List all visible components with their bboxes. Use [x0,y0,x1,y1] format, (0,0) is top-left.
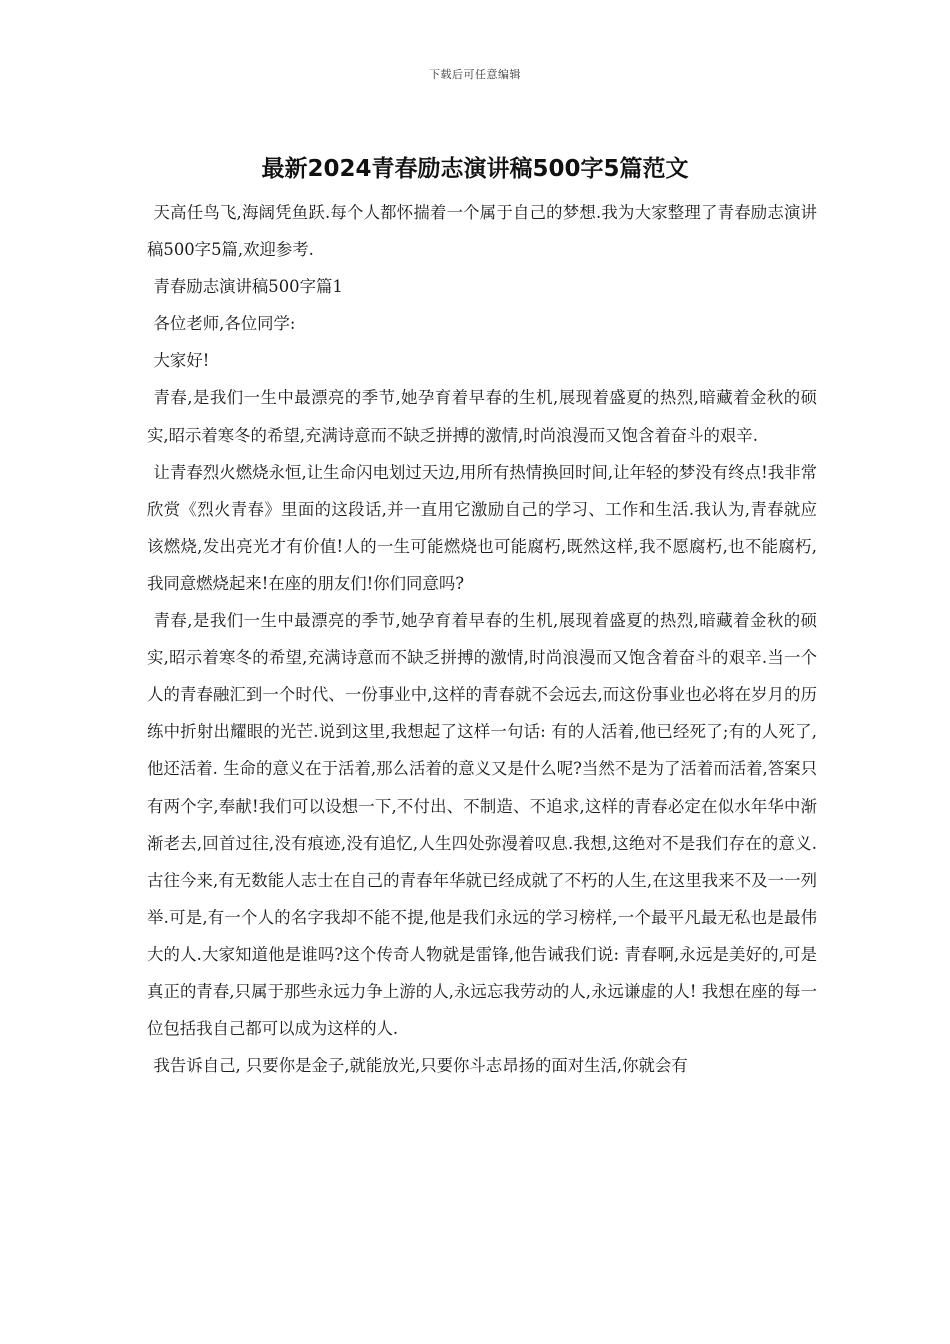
document-body [147,194,817,1084]
section-heading: 青春励志演讲稿500字篇1 [153,277,343,297]
paragraph-intro: 天高任鸟飞,海阔凭鱼跃.每个人都怀揣着一个属于自己的梦想.我为大家整理了青春励志演讲稿500字5篇,欢迎参考. [147,203,817,260]
salutation: 各位老师,各位同学: [153,314,296,334]
paragraph: 让青春烈火燃烧永恒,让生命闪电划过天边,用所有热情换回时间,让年轻的梦没有终点!我非常欣赏《烈火青春》里面的这段话,并一直用它激励自己的学习、工作和生活.我认为,青春就应该燃烧,发出亮光才有价值!人的一生可能燃烧也可能腐朽,既然这样,我不愿腐朽,也不能腐朽,我同意燃烧起来!在座的朋友们!你们同意吗? [147,462,817,593]
paragraph: 我告诉自己, 只要你是金子,就能放光,只要你斗志昂扬的面对生活,你就会有 [153,1056,688,1076]
document-title: 最新2024青春励志演讲稿500字5篇范文 [261,156,689,182]
paragraph: 青春,是我们一生中最漂亮的季节,她孕育着早春的生机,展现着盛夏的热烈,暗藏着金秋的硕实,昭示着寒冬的希望,充满诗意而不缺乏拼搏的激情,时尚浪漫而又饱含着奋斗的艰辛.当一个人的青春融汇到一个时代、一份事业中,这样的青春就不会远去,而这份事业也必将在岁月的历练中折射出耀眼的光芒.说到这里,我想起了这样一句话: 有的人活着,他已经死了;有的人死了,他还活着. 生命的意义在于活着,那么活着的意义又是什么呢?当然不是为了活着而活着,答案只有两个字,奉献!我们可以设想一下,不付出、不制造、不追求,这样的青春必定在似水年华中渐渐老去,回首过往,没有痕迹,没有追忆,人生四处弥漫着叹息.我想,这绝对不是我们存在的意义.古往今来,有无数能人志士在自己的青春年华就已经成就了不朽的人生,在这里我来不及一一列举.可是,有一个人的名字我却不能不提,他是我们永远的学习榜样,一个最平凡最无私也是最伟大的人.大家知道他是谁吗?这个传奇人物就是雷锋,他告诫我们说: 青春啊,永远是美好的,可是真正的青春,只属于那些永远力争上游的人,永远忘我劳动的人,永远谦虚的人! 我想在座的每一位包括我自己都可以成为这样的人. [147,611,817,1039]
paragraph: 青春,是我们一生中最漂亮的季节,她孕育着早春的生机,展现着盛夏的热烈,暗藏着金秋的硕实,昭示着寒冬的希望,充满诗意而不缺乏拼搏的激情,时尚浪漫而又饱含着奋斗的艰辛. [147,388,817,445]
header-note: 下载后可任意编辑 [429,68,521,81]
greeting: 大家好! [153,351,210,371]
